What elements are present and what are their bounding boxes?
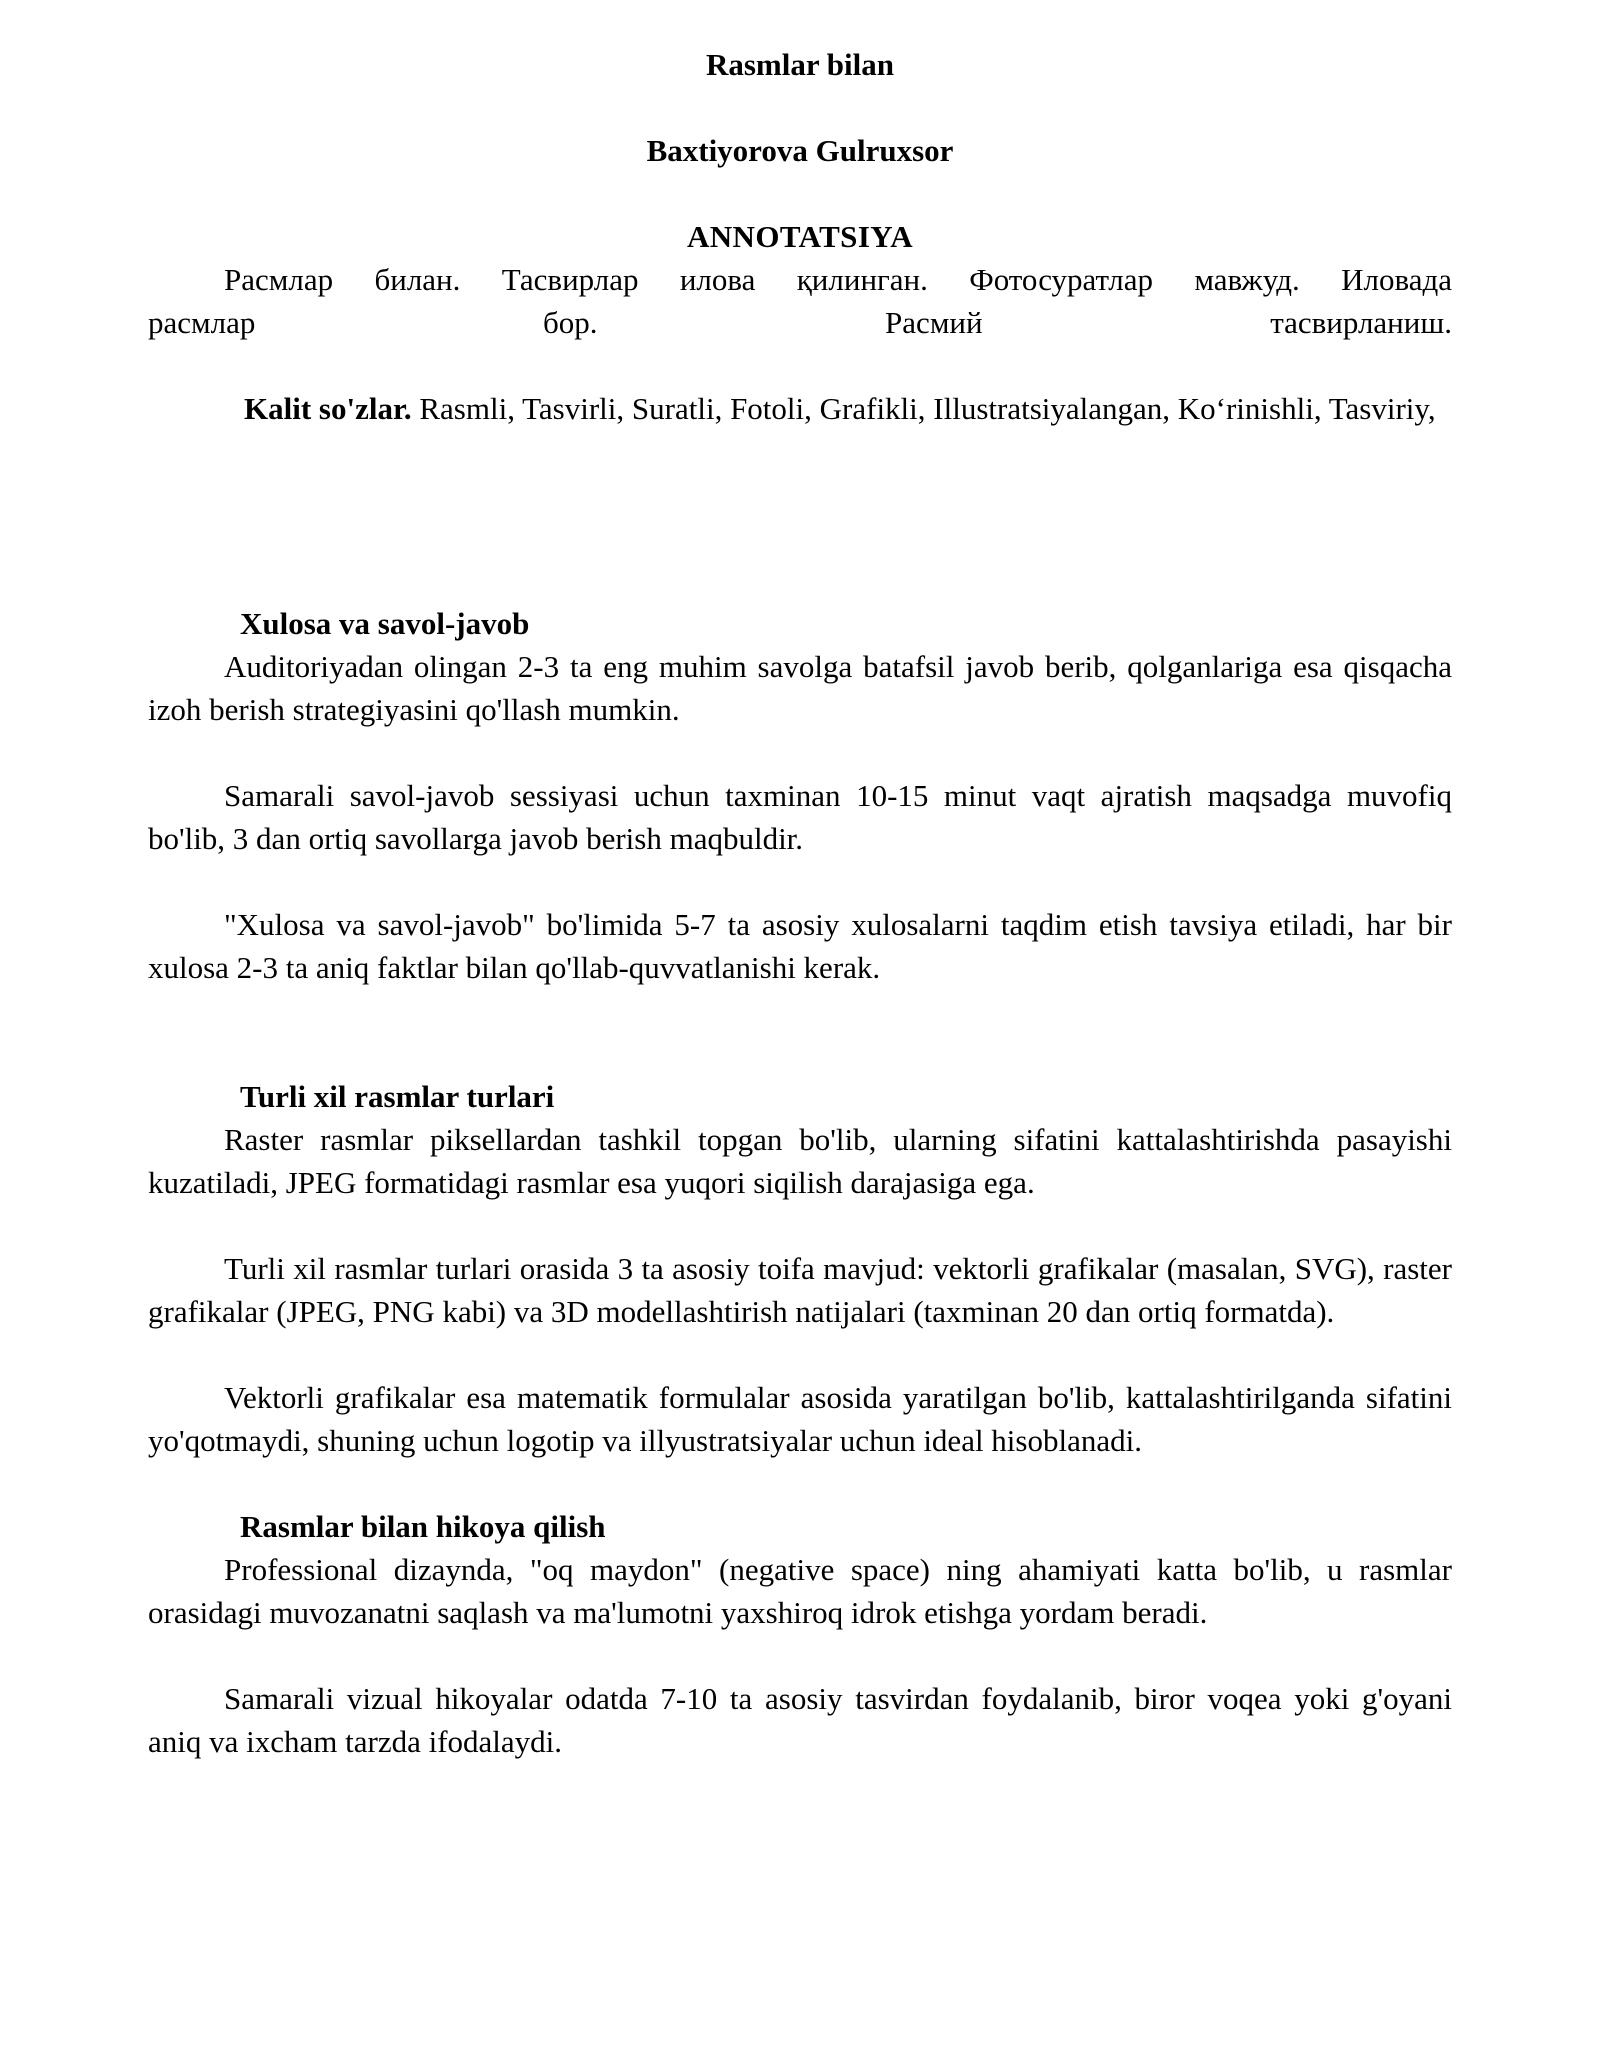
paragraph-xulosa-1: Auditoriyadan olingan 2-3 ta eng muhim savolga batafsil javob berib, qolganlariga esa qisqacha izoh berish strategiyasini qo'llash mumkin.: [148, 649, 1452, 727]
annotation-line-2: расмлар бор. Расмий тасвирланиш.: [148, 305, 1452, 340]
paragraph-turli-1: Raster rasmlar piksellardan tashkil topgan bo'lib, ularning sifatini kattalashtirishda pasayishi kuzatiladi, JPEG formatidagi rasmlar esa yuqori siqilish darajasiga ega.: [148, 1122, 1452, 1200]
keywords-paragraph: [148, 387, 1452, 430]
document-author: Baxtiyorova Gulruxsor: [646, 133, 954, 168]
paragraph-hikoya-2: Samarali vizual hikoyalar odatda 7-10 ta asosiy tasvirdan foydalanib, biror voqea yoki g'oyani aniq va ixcham tarzda ifodalaydi.: [148, 1681, 1452, 1759]
title-author-spacer: [148, 86, 1452, 129]
paragraph-turli-3: Vektorli grafikalar esa matematik formulalar asosida yaratilgan bo'lib, kattalashtirilganda sifatini yo'qotmaydi, shuning uchun logotip va illyustratsiyalar uchun ideal hisoblanadi.: [148, 1380, 1452, 1458]
paragraph-xulosa-2: Samarali savol-javob sessiyasi uchun taxminan 10-15 minut vaqt ajratish maqsadga muvofiq bo'lib, 3 dan ortiq savollarga javob berish maqbuldir.: [148, 778, 1452, 856]
section-heading-rasmlar-bilan-hikoya-qilish: Rasmlar bilan hikoya qilish: [240, 1509, 606, 1544]
paragraph-spacer: [148, 1634, 1452, 1677]
author-annotation-spacer: [148, 172, 1452, 215]
paragraph-spacer: [148, 1204, 1452, 1247]
paragraph-spacer: [148, 860, 1452, 903]
paragraph-spacer: [148, 1333, 1452, 1376]
annotation-heading: ANNOTATSIYA: [686, 219, 914, 254]
annotation-line-1: Расмлар билан. Тасвирлар илова қилинган. Фотосуратлар мавжуд. Иловада: [224, 262, 1452, 297]
section-heading-xulosa-va-savol-javob: Xulosa va savol-javob: [240, 606, 530, 641]
document-title: Rasmlar bilan: [705, 47, 895, 82]
keywords-label: Kalit so'zlar.: [244, 391, 412, 426]
keywords-section-spacer: [148, 430, 1452, 602]
section-spacer: [148, 1462, 1452, 1505]
paragraph-spacer: [148, 731, 1452, 774]
paragraph-xulosa-3: "Xulosa va savol-javob" bo'limida 5-7 ta asosiy xulosalarni taqdim etish tavsiya etiladi, har bir xulosa 2-3 ta aniq faktlar bilan qo'llab-quvvatlanishi kerak.: [148, 907, 1452, 985]
document-content: [148, 0, 1452, 1763]
paragraph-turli-2: Turli xil rasmlar turlari orasida 3 ta asosiy toifa mavjud: vektorli grafikalar (masalan, SVG), raster grafikalar (JPEG, PNG kabi) va 3D modellashtirish natijalari (taxminan 20 dan ortiq formatda).: [148, 1251, 1452, 1329]
annotation-keywords-spacer: [148, 344, 1452, 387]
keywords-list: Rasmli, Tasvirli, Suratli, Fotoli, Grafikli, Illustratsiyalangan, Ko‘rinishli, Tasviriy,: [411, 391, 1436, 426]
annotation-body: [148, 258, 1452, 344]
section-spacer: [148, 989, 1452, 1075]
paragraph-hikoya-1: Professional dizaynda, "oq maydon" (negative space) ning ahamiyati katta bo'lib, u rasmlar orasidagi muvozanatni saqlash va ma'lumotni yaxshiroq idrok etishga yordam beradi.: [148, 1552, 1452, 1630]
top-spacer: [148, 0, 1452, 43]
section-heading-turli-xil-rasmlar-turlari: Turli xil rasmlar turlari: [240, 1079, 555, 1114]
